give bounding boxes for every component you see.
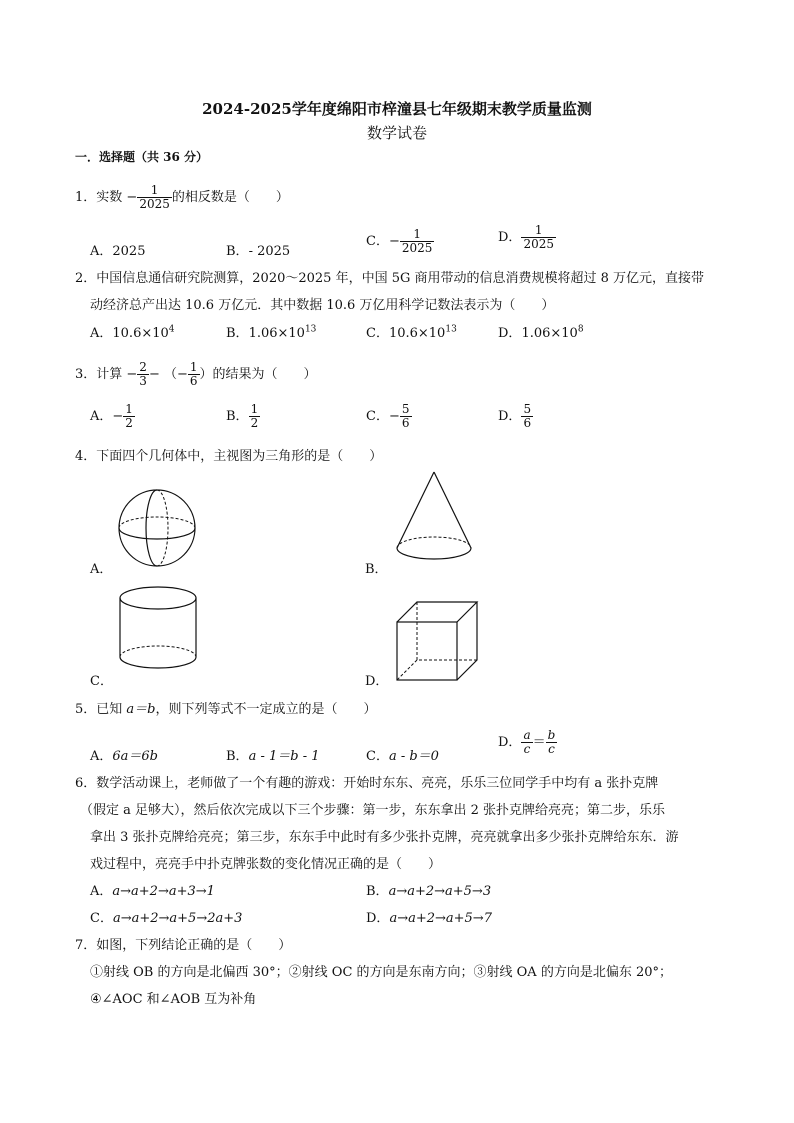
question-6-line-2: （假定 a 足够大），然后依次完成以下三个步骤：第一步，东东拿出 2 张扑克牌给亮亮；第二步，乐乐 <box>80 803 666 818</box>
q5-option-d[interactable]: D． $\frac{a}{c}$ ＝ $\frac{b}{c}$ <box>498 728 556 756</box>
sphere-figure <box>115 488 207 570</box>
q6-option-b[interactable]: B．a→a+2→a+5→3 <box>366 884 492 899</box>
question-2-line-2: 动经济总产出达 10.6 万亿元．其中数据 10.6 万亿用科学记数法表示为（ ） <box>90 298 555 313</box>
q3-option-a[interactable]: A．− $\frac{1}{2}$ <box>90 402 133 430</box>
figure-label-d: D． <box>365 674 389 689</box>
question-number: 1． <box>75 190 97 205</box>
fraction: $\frac{2}{3}$ <box>139 360 147 388</box>
fraction: $\frac{1}{2025}$ <box>523 223 554 251</box>
q5-option-b[interactable]: B．a - 1＝b - 1 <box>226 749 320 764</box>
exam-title: 2024-2025学年度绵阳市梓潼县七年级期末教学质量监测 <box>202 100 592 118</box>
figure-label-b: B． <box>365 562 388 577</box>
stem-text: 实数 − <box>96 190 138 205</box>
question-2-line-1: 2．中国信息通信研究院测算，2020～2025 年，中国 5G 商用带动的信息消费规模将超过 8 万亿元，直接带 <box>75 271 705 286</box>
q2-option-c[interactable]: C．$10.6\times 10^{13}$ <box>366 324 457 341</box>
fraction: $\frac{1}{2025}$ <box>139 183 170 211</box>
question-5-stem: 5．已知 a＝b，则下列等式不一定成立的是（ ） <box>75 702 377 717</box>
q3-option-c[interactable]: C．− $\frac{5}{6}$ <box>366 402 410 430</box>
q3-option-b[interactable]: B． $\frac{1}{2}$ <box>226 402 259 430</box>
exam-subtitle: 数学试卷 <box>366 124 427 142</box>
figure-label-a: A． <box>90 562 113 577</box>
question-3-stem: 3．计算 − $\frac{2}{3}$ − （− $\frac{1}{6}$ ）的结果为（ ） <box>75 360 317 388</box>
q1-option-b[interactable]: B．- 2025 <box>226 244 291 259</box>
question-6-line-3: 拿出 3 张扑克牌给亮亮；第三步，东东手中此时有多少张扑克牌，亮亮就拿出多少张扑克牌给东东．游 <box>90 830 679 845</box>
q5-option-c[interactable]: C．a - b＝0 <box>366 749 439 764</box>
q1-option-a[interactable]: A．2025 <box>90 244 146 259</box>
question-6-line-4: 戏过程中，亮亮手中扑克牌张数的变化情况正确的是（ ） <box>90 857 442 872</box>
q6-option-d[interactable]: D．a→a+2→a+5→7 <box>366 911 492 926</box>
q5-option-a[interactable]: A．6a＝6b <box>90 749 159 764</box>
q2-option-a[interactable]: A．$10.6\times 10^4$ <box>90 324 175 341</box>
question-7-line-2: ④∠AOC 和∠AOB 互为补角 <box>90 992 257 1007</box>
question-6-line-1: 6．数学活动课上，老师做了一个有趣的游戏：开始时东东、亮亮，乐乐三位同学手中均有 a 张扑克牌 <box>75 776 659 791</box>
fraction: $\frac{1}{2025}$ <box>401 227 433 255</box>
question-4-stem: 4．下面四个几何体中，主视图为三角形的是（ ） <box>75 449 383 464</box>
question-7-line-1: ①射线 OB 的方向是北偏西 30°；②射线 OC 的方向是东南方向；③射线 OA 的方向是北偏东 20°； <box>90 965 673 980</box>
q1-option-d[interactable]: D． $\frac{1}{2025}$ <box>498 223 554 251</box>
q3-option-d[interactable]: D． $\frac{5}{6}$ <box>498 402 532 430</box>
stem-text: 的相反数是（ ） <box>171 190 289 205</box>
cube-figure <box>395 600 479 682</box>
q1-option-c[interactable]: C．− $\frac{1}{2025}$ <box>366 227 433 255</box>
q2-option-b[interactable]: B．$1.06\times 10^{13}$ <box>226 324 317 341</box>
q6-option-a[interactable]: A．a→a+2→a+3→1 <box>90 884 215 899</box>
section-heading: 一．选择题（共 36 分） <box>75 150 209 164</box>
question-7-stem: 7．如图，下列结论正确的是（ ） <box>75 938 292 953</box>
cone-figure <box>393 470 475 570</box>
fraction: $\frac{1}{6}$ <box>189 360 198 388</box>
cylinder-figure <box>118 585 200 677</box>
q2-option-d[interactable]: D．$1.06\times 10^8$ <box>498 324 584 341</box>
figure-label-c: C． <box>90 674 113 689</box>
question-1-stem <box>75 174 289 222</box>
q6-option-c[interactable]: C．a→a+2→a+5→2a+3 <box>90 911 243 926</box>
